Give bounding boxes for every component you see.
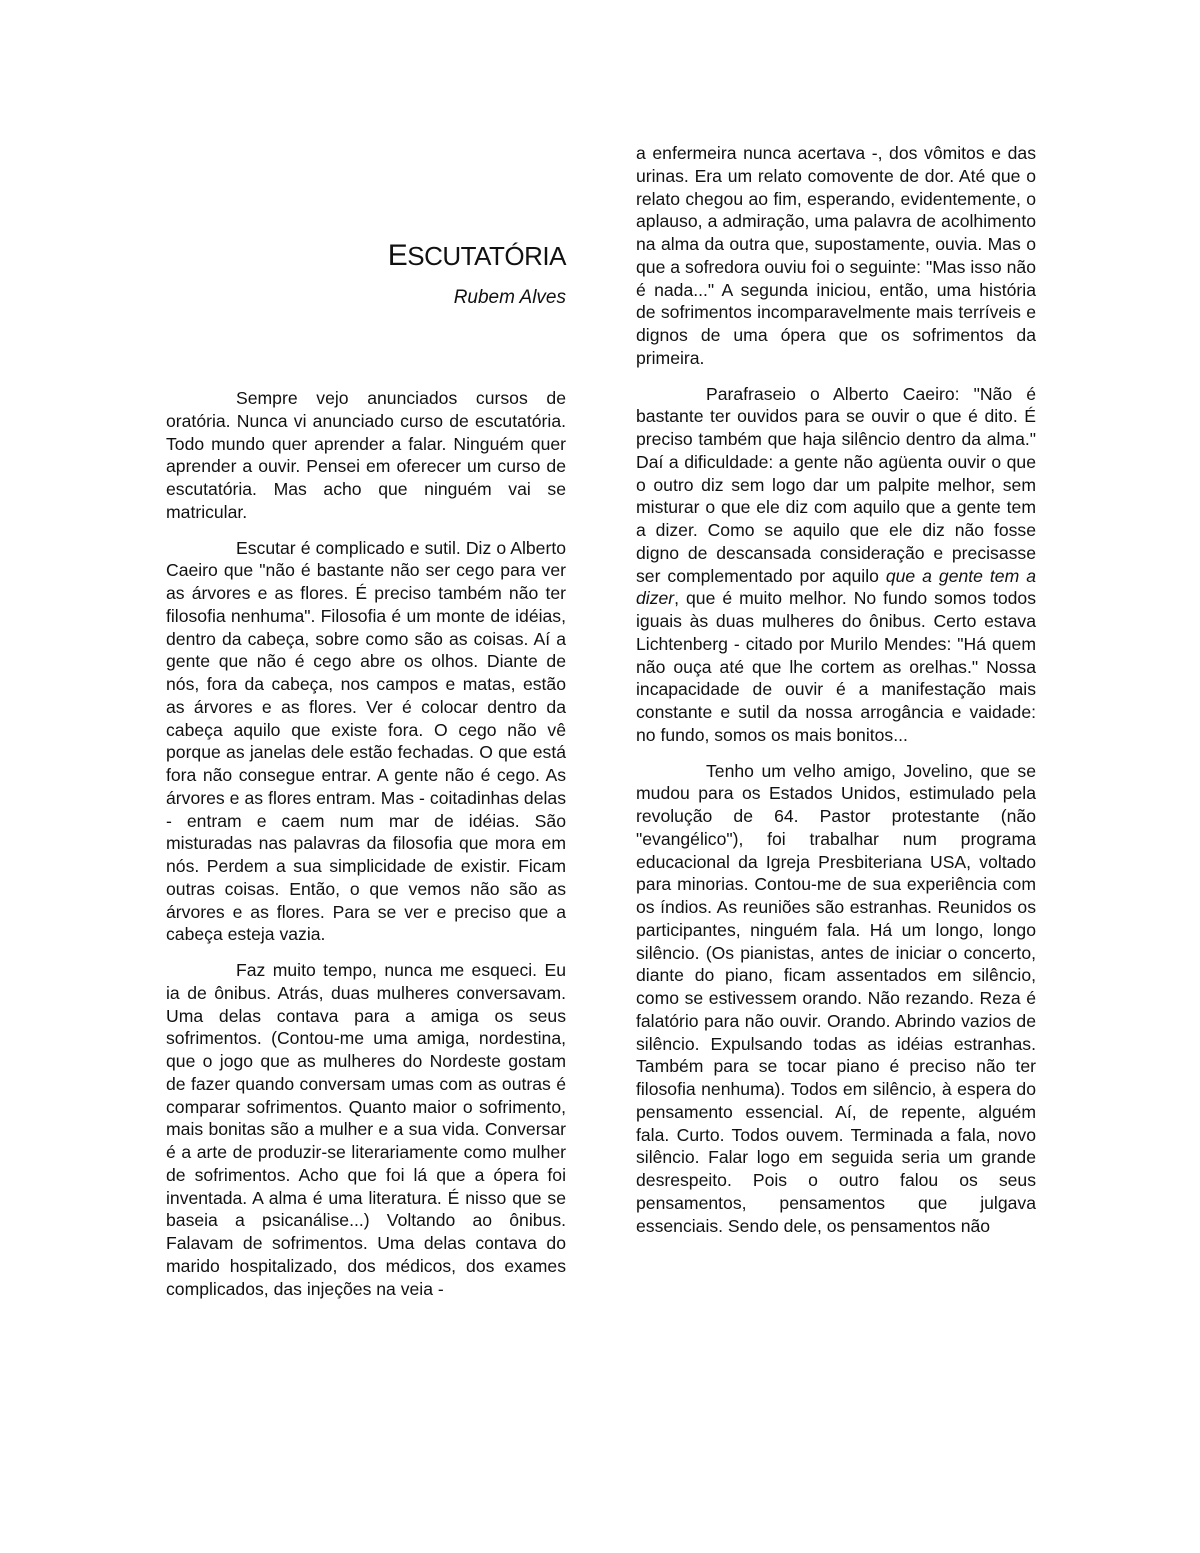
paragraph-caeiro-part-1: Parafraseio o Alberto Caeiro: "Não é bastante ter ouvidos para se ouvir o que é dito. É preciso também que haja silêncio dentro da alma." Daí a dificuldade: a gente não agüenta ouvir o que o outro diz sem logo dar um palpite melhor, sem misturar o que ele diz com aquilo que a gente tem a dizer. Como se aquilo que ele diz não fosse digno de descansada consideração e precisasse ser complementado por aquilo xyxy=(636,383,1036,586)
emphasis-text: que a gente tem a dizer xyxy=(636,565,1036,609)
right-column xyxy=(636,142,1036,1250)
paragraph-caeiro xyxy=(636,383,1036,747)
paragraph-onibus: Faz muito tempo, nunca me esqueci. Eu ia de ônibus. Atrás, duas mulheres conversavam. Uma delas contava para a amiga os seus sofrimentos. (Contou-me uma amiga, nordestina, que o jogo que as mulheres do Nordeste gostam de fazer quando conversam umas com as outras é comparar sofrimentos. Quanto maior o sofrimento, mais bonitas são a mulher e a sua vida. Conversar é a arte de produzir-se literariamente como mulher de sofrimentos. Acho que foi lá que a ópera foi inventada. A alma é uma literatura. É nisso que se baseia a psicanálise...) Voltando ao ônibus. Falavam de sofrimentos. Uma delas contava do marido hospitalizado, dos médicos, dos exames complicados, das injeções na veia - xyxy=(166,960,566,1299)
paragraph-oratoria: Sempre vejo anunciados cursos de oratória. Nunca vi anunciado curso de escutatória. Todo mundo quer aprender a falar. Ninguém quer aprender a ouvir. Pensei em oferecer um curso de escutatória. Mas acho que ninguém vai se matricular. xyxy=(166,388,566,522)
paragraph-caeiro-part-2: , que é muito melhor. No fundo somos todos iguais às duas mulheres do ônibus. Certo estava Lichtenberg - citado por Murilo Mendes: "Há quem não ouça até que lhe cortem as orelhas." Nossa incapacidade de ouvir é a manifestação mais constante e sutil da nossa arrogância e vaidade: no fundo, somos os mais bonitos... xyxy=(636,588,1036,745)
title-rest: SCUTATÓRIA xyxy=(407,241,566,271)
author-name: Rubem Alves xyxy=(453,287,566,308)
paragraph-onibus-continued: a enfermeira nunca acertava -, dos vômitos e das urinas. Era um relato comovente de dor. Até que o relato chegou ao fim, esperando, evidentemente, o aplauso, a admiração, uma palavra de acolhimento na alma da outra que, supostamente, ouvia. Mas o que a sofredora ouviu foi o seguinte: "Mas isso não é nada..." A segunda iniciou, então, uma história de sofrimentos incomparavelmente mais terríveis e dignos de uma ópera que os sofrimentos da primeira. xyxy=(636,143,1036,368)
left-column xyxy=(166,387,566,1313)
paragraph-escutar: Escutar é complicado e sutil. Diz o Alberto Caeiro que "não é bastante não ser cego para ver as árvores e as flores. É preciso também não ter filosofia nenhuma". Filosofia é um monte de idéias, dentro da cabeça, sobre como são as coisas. Aí a gente que não é cego abre os olhos. Diante de nós, fora da cabeça, nos campos e matas, estão as árvores e as flores. Ver é colocar dentro da cabeça aquilo que existe fora. O cego não vê porque as janelas dele estão fechadas. O que está fora não consegue entrar. A gente não é cego. As árvores e as flores entram. Mas - coitadinhas delas - entram e caem num mar de idéias. São misturadas nas palavras da filosofia que mora em nós. Perdem a sua simplicidade de existir. Ficam outras coisas. Então, o que vemos não são as árvores e as flores. Para se ver e preciso que a cabeça esteja vazia. xyxy=(166,537,566,945)
paragraph-jovelino: Tenho um velho amigo, Jovelino, que se mudou para os Estados Unidos, estimulado pela revolução de 64. Pastor protestante (não "evangélico"), foi trabalhar num programa educacional da Igreja Presbiteriana USA, voltado para minorias. Contou-me de sua experiência com os índios. As reuniões são estranhas. Reunidos os participantes, ninguém fala. Há um longo, longo silêncio. (Os pianistas, antes de iniciar o concerto, diante do piano, ficam assentados em silêncio, como se estivessem orando. Não rezando. Reza é falatório para não ouvir. Orando. Abrindo vazios de silêncio. Expulsando todas as idéias estranhas. Também para se tocar piano é preciso não ter filosofia nenhuma). Todos em silêncio, à espera do pensamento essencial. Aí, de repente, alguém fala. Curto. Todos ouvem. Terminada a fala, novo silêncio. Falar logo em seguida seria um grande desrespeito. Pois o outro falou os seus pensamentos, pensamentos que julgava essenciais. Sendo dele, os pensamentos não xyxy=(636,760,1036,1236)
title-initial: E xyxy=(387,239,408,272)
page-title xyxy=(300,240,566,272)
